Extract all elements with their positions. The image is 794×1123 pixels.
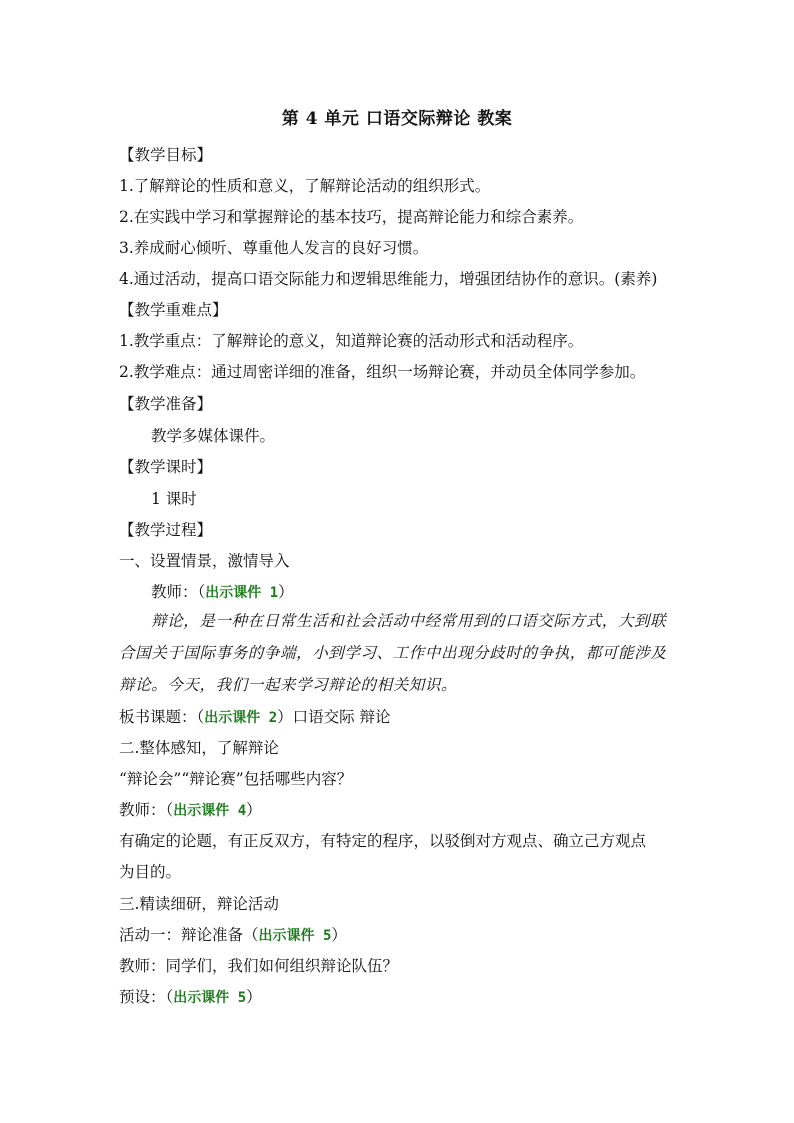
- keypoint-item-1: 1.教学重点：了解辩论的意义，知道辩论赛的活动形式和活动程序。: [119, 332, 584, 350]
- goal-item-4: 4.通过活动，提高口语交际能力和逻辑思维能力，增强团结协作的意识。(素养): [119, 270, 658, 288]
- activity-suffix: ）: [331, 926, 347, 944]
- slide-ref-highlight: 出示课件 4: [173, 803, 247, 819]
- slide-ref-highlight: 出示课件 5: [258, 928, 332, 944]
- preset-suffix: ）: [246, 988, 262, 1006]
- section-heading-hours: 【教学课时】: [119, 458, 213, 476]
- board-suffix: ）口语交际 辩论: [277, 708, 391, 726]
- slide-ref-highlight: 出示课件 2: [204, 710, 278, 726]
- teacher-suffix: ）: [278, 583, 294, 601]
- step-2-answer-line-2: 为目的。: [119, 863, 182, 881]
- preset-line: [119, 986, 262, 1009]
- teacher-prefix: 教师：（: [151, 583, 206, 601]
- section-heading-keypoints: 【教学重难点】: [119, 301, 228, 319]
- document-title: 第 4 单元 口语交际辩论 教案: [281, 109, 513, 129]
- section-heading-prep: 【教学准备】: [119, 395, 213, 413]
- section-heading-process: 【教学过程】: [119, 521, 213, 539]
- slide-ref-highlight: 出示课件 1: [205, 585, 279, 601]
- keypoint-item-2: 2.教学难点：通过周密详细的准备，组织一场辩论赛，并动员全体同学参加。: [119, 363, 646, 381]
- board-title-line: [119, 706, 391, 729]
- teacher-prefix: 教师：（: [119, 801, 174, 819]
- goal-item-2: 2.在实践中学习和掌握辩论的基本技巧，提高辩论能力和综合素养。: [119, 208, 584, 226]
- step-1-teacher-line: [151, 581, 294, 604]
- prep-text: 教学多媒体课件。: [151, 427, 276, 445]
- step-2-answer-line-1: 有确定的论题，有正反双方，有特定的程序，以驳倒对方观点、确立己方观点: [119, 832, 647, 850]
- board-prefix: 板书课题：（: [119, 708, 205, 726]
- hours-text: 1 课时: [151, 490, 197, 508]
- teacher-suffix: ）: [246, 801, 262, 819]
- step-1-title: 一、设置情景，激情导入: [119, 552, 290, 570]
- step-3-title: 三.精读细研，辩论活动: [119, 895, 279, 913]
- goal-item-1: 1.了解辩论的性质和意义，了解辩论活动的组织形式。: [119, 177, 491, 195]
- step-2-teacher-line: [119, 799, 262, 822]
- activity-1-line: [119, 924, 347, 947]
- section-heading-goals: 【教学目标】: [119, 146, 213, 164]
- goal-item-3: 3.养成耐心倾听、尊重他人发言的良好习惯。: [119, 239, 429, 257]
- activity-prefix: 活动一：辩论准备（: [119, 926, 259, 944]
- teacher-question-line: 教师：同学们，我们如何组织辩论队伍？: [119, 957, 399, 975]
- step-1-paragraph: 辩论，是一种在日常生活和社会活动中经常用到的口语交际方式，大到联合国关于国际事务的争端，小到学习、工作中出现分歧时的争执，都可能涉及辩论。今天，我们一起来学习辩论的相关知识。: [119, 612, 667, 694]
- step-2-question: “辩论会”“辩论赛”包括哪些内容？: [119, 770, 353, 788]
- preset-prefix: 预设：（: [119, 988, 174, 1006]
- slide-ref-highlight: 出示课件 5: [173, 990, 247, 1006]
- step-2-title: 二.整体感知，了解辩论: [119, 739, 279, 757]
